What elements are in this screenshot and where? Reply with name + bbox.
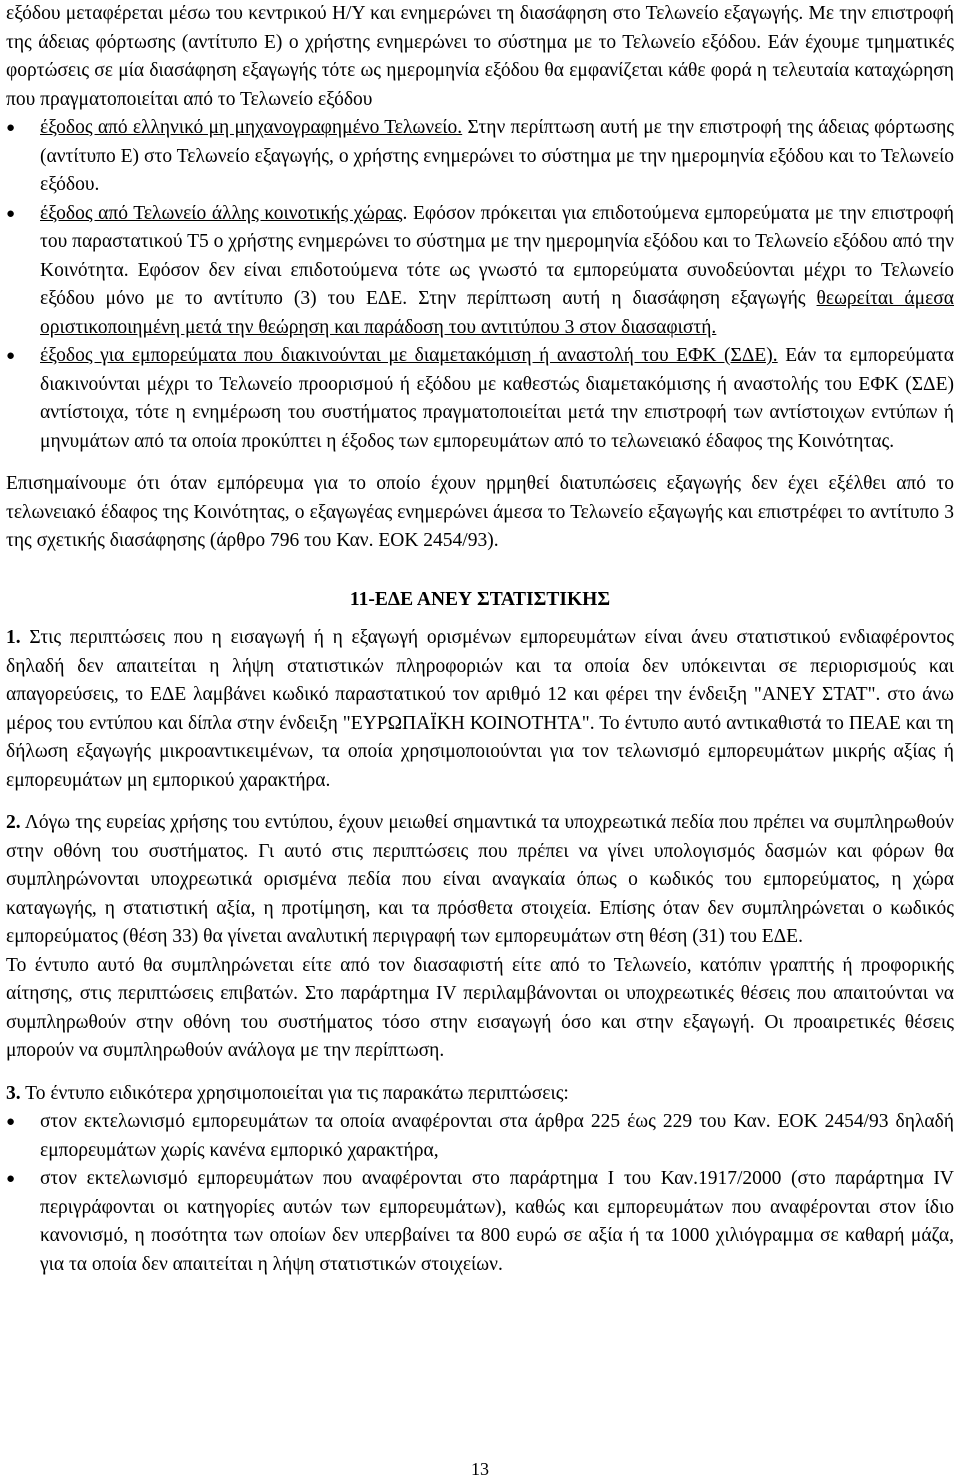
bullet-text: στον εκτελωνισμό εμπορευμάτων που αναφέρονται στο παράρτημα Ι του Καν.1917/2000 (στο παράρτημα IV περιγράφονται οι κατηγορίες αυτών των εμπορευμάτων), καθώς και εμπορευμάτων που αναφέρονται στον ίδιο κανονισμό, η ποσότητα των οποίων δεν υπερβαίνει τα 800 ευρώ σε αξία ή τα 1000 χιλιόγραμμα σε καθαρή μάζα, για τα οποία δεν απαιτείται η λήψη στατιστικών στοιχείων. bbox=[40, 1168, 954, 1275]
section-text: Λόγω της ευρείας χρήσης του εντύπου, έχουν μειωθεί σημαντικά τα υποχρεωτικά πεδία που πρέπει να συμπληρωθούν στην οθόνη του συστήματος. Γι αυτό στις περιπτώσεις που πρέπει να γίνει υπολογισμός δασμών και φόρων θα συμπληρώνονται υποχρεωτικά ορισμένα πεδία που είναι αναγκαία όπως ο κωδικός του εμπορεύματος, η χώρα καταγωγής, η στατιστική αξία, η προτίμηση, και τα πρόσθετα στοιχεία. Επίσης όταν δεν συμπληρώνεται ο κωδικός εμπορεύματος (θέση 33) θα γίνεται αναλυτική περιγραφή των εμπορευμάτων στη θέση (31) του ΕΔΕ. bbox=[6, 812, 954, 947]
section-text: Στις περιπτώσεις που η εισαγωγή ή η εξαγωγή ορισμένων εμπορευμάτων είναι άνευ στατιστικού ενδιαφέροντος δηλαδή δεν απαιτείται η λήψη στατιστικών πληροφοριών και τα οποία δεν υπόκεινται σε περιορισμούς και απαγορεύσεις, το ΕΔΕ λαμβάνει κωδικό παραστατικού τον αριθμό 12 και φέρει την ένδειξη "ΑΝΕΥ ΣΤΑΤ". στο άνω μέρος του εντύπου και δίπλα στην ένδειξη "ΕΥΡΩΠΑΪΚΗ ΚΟΙΝΟΤΗΤΑ". Το έντυπο αυτό αντικαθιστά το ΠΕΑΕ και τη δήλωση εξαγωγής μικροαντικειμένων, τα οποία χρησιμοποιούνται για τον τελωνισμό εμπορευμάτων μικρής αξίας ή εμπορευμάτων μη εμπορικού χαρακτήρα. bbox=[6, 627, 954, 791]
list-item bbox=[6, 114, 954, 200]
bullet-icon: ● bbox=[6, 205, 16, 222]
section-1 bbox=[6, 624, 954, 795]
section-number: 1. bbox=[6, 627, 21, 648]
section-2 bbox=[6, 809, 954, 952]
list-item bbox=[6, 1165, 954, 1279]
bullet-icon: ● bbox=[6, 348, 16, 364]
bullet-tail: θεωρείται άμεσα οριστικοποιημένη μετά την θεώρηση και παράδοση του αντιτύπου 3 στον διασαφιστή. bbox=[40, 288, 955, 338]
section-3-list bbox=[6, 1108, 954, 1279]
bullet-icon: ● bbox=[6, 1114, 16, 1130]
section-3 bbox=[6, 1080, 954, 1109]
bullet-text: . Εφόσον πρόκειται για επιδοτούμενα εμπορεύματα με την επιστροφή του παραστατικού Τ5 ο χρήστης ενημερώνει το σύστημα με την ημερομηνία εξόδου και το Τελωνείο εξόδου από την Κοινότητα. Εφόσον δεν είναι επιδοτούμενα τότε ως γνωστό τα εμπορεύματα συνοδεύονται μέχρι το Τελωνείο εξόδου μόνο με το αντίτυπο (3) του ΕΔΕ. Στην περίπτωση αυτή η διασάφηση εξαγωγής bbox=[40, 202, 954, 309]
section-2-continued: Το έντυπο αυτό θα συμπληρώνεται είτε από τον διασαφιστή είτε από το Τελωνείο, κατόπιν γραπτής ή προφορικής αίτησης, στις περιπτώσεις επιβατών. Στο παράρτημα IV περιλαμβάνονται οι υποχρεωτικές θέσεις που απαιτούνται να συμπληρωθούν στην οθόνη του συστήματος τόσο στην εισαγωγή όσο και στην εξαγωγή. Οι προαιρετικές θέσεις μπορούν να συμπληρωθούν ανάλογα με την περίπτωση. bbox=[6, 954, 954, 1061]
bullet-text: Εάν τα εμπορεύματα διακινούνται μέχρι το Τελωνείο προορισμού ή εξόδου με καθεστώς διαμετακόμισης ή αναστολής του ΕΦΚ (ΣΔΕ) αντίστοιχα, τότε η ενημέρωση του συστήματος πραγματοποιείται μετά την επιστροφή των αντίστοιχων εντύπων ή μηνυμάτων από τα οποία προκύπτει η έξοδος των εμπορευμάτων από το τελωνειακό έδαφος της Κοινότητας. bbox=[40, 345, 954, 452]
intro-paragraph: εξόδου μεταφέρεται μέσω του κεντρικού Η/Υ και ενημερώνει τη διασάφηση στο Τελωνείο εξαγωγής. Με την επιστροφή της άδειας φόρτωσης (αντίτυπο Ε) ο χρήστης ενημερώνει το σύστημα με το Τελωνείο εξόδου. Εάν έχουμε τμηματικές φορτώσεις σε μία διασάφηση εξαγωγής τότε ως ημερομηνία εξόδου θα εμφανίζεται κάθε φορά η τελευταία καταχώρηση που πραγματοποιείται από το Τελωνείο εξόδου bbox=[6, 3, 954, 110]
document-page bbox=[6, 0, 954, 1279]
bullet-text: Στην περίπτωση αυτή με την επιστροφή της άδειας φόρτωσης (αντίτυπο Ε) στο Τελωνείο εξαγωγής, ο χρήστης ενημερώνει το σύστημα με την ημερομηνία εξόδου και το Τελωνείο εξόδου. bbox=[40, 117, 954, 195]
bullet-icon: ● bbox=[6, 1171, 16, 1187]
section-text: Το έντυπο ειδικότερα χρησιμοποιείται για τις παρακάτω περιπτώσεις: bbox=[20, 1082, 569, 1104]
bullet-lead: έξοδος από Τελωνείο άλλης κοινοτικής χώρας bbox=[40, 202, 403, 224]
bullet-icon: ● bbox=[6, 120, 16, 136]
page-number: 13 bbox=[471, 1459, 489, 1479]
section-number: 2. bbox=[6, 812, 21, 833]
exit-bullet-list bbox=[6, 114, 954, 456]
section-number: 3. bbox=[6, 1082, 21, 1104]
list-item bbox=[6, 200, 954, 343]
list-item bbox=[6, 342, 954, 456]
bullet-lead: έξοδος από ελληνικό μη μηχανογραφημένο Τελωνείο. bbox=[40, 117, 463, 138]
bullet-lead: έξοδος για εμπορεύματα που διακινούνται με διαμετακόμιση ή αναστολή του ΕΦΚ (ΣΔΕ). bbox=[40, 345, 778, 366]
bullet-text: στον εκτελωνισμό εμπορευμάτων τα οποία αναφέρονται στα άρθρα 225 έως 229 του Καν. ΕΟΚ 2454/93 δηλαδή εμπορευμάτων χωρίς κανένα εμπορικό χαρακτήρα, bbox=[40, 1111, 954, 1161]
note-paragraph: Επισημαίνουμε ότι όταν εμπόρευμα για το οποίο έχουν ηρμηθεί διατυπώσεις εξαγωγής δεν έχει εξέλθει από το τελωνειακό έδαφος της Κοινότητας, ο εξαγωγέας ενημερώνει άμεσα το Τελωνείο εξαγωγής και επιστρέφει το αντίτυπο 3 της σχετικής διασάφησης (άρθρο 796 του Καν. ΕΟΚ 2454/93). bbox=[6, 473, 954, 551]
section-heading: 11-ΕΔΕ ΑΝΕΥ ΣΤΑΤΙΣΤΙΚΗΣ bbox=[349, 588, 611, 610]
list-item bbox=[6, 1108, 954, 1165]
